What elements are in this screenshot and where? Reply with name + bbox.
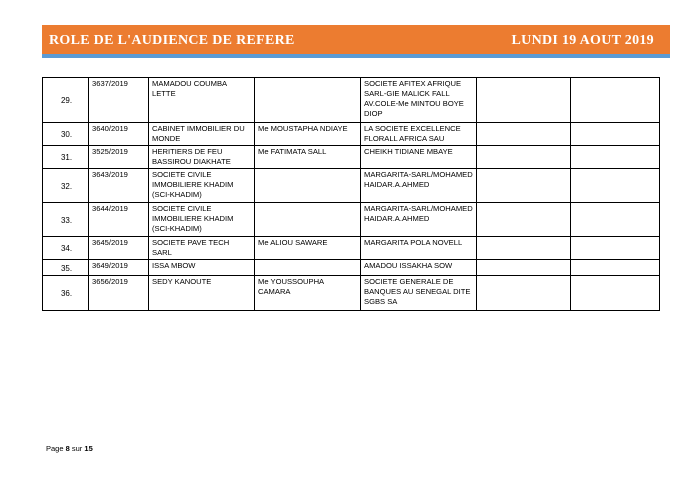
table-row [43, 260, 660, 276]
party-cell: HERITIERS DE FEU BASSIROU DIAKHATE [149, 146, 255, 169]
decision-cell [571, 237, 660, 260]
notes-cell [477, 237, 571, 260]
row-number [43, 260, 89, 276]
notes-cell [477, 123, 571, 146]
page-footer [46, 444, 93, 453]
notes-cell [477, 260, 571, 276]
hearing-date: LUNDI 19 AOUT 2019 [511, 33, 654, 48]
party-cell: SEDY KANOUTE [149, 276, 255, 311]
lawyer-cell: Me MOUSTAPHA NDIAYE [255, 123, 361, 146]
row-number-text: 35. [60, 263, 73, 273]
page-label: Page [46, 444, 64, 453]
table-row [43, 146, 660, 169]
table-row [43, 123, 660, 146]
table-row [43, 78, 660, 123]
lawyer-cell: Me FATIMATA SALL [255, 146, 361, 169]
notes-cell [477, 169, 571, 203]
decision-cell [571, 123, 660, 146]
opponent-cell: MARGARITA-SARL/MOHAMED HAIDAR.A.AHMED [361, 169, 477, 203]
notes-cell [477, 276, 571, 311]
case-ref: 3645/2019 [89, 237, 149, 260]
row-number-text: 36. [60, 289, 73, 298]
decision-cell [571, 169, 660, 203]
row-number [43, 123, 89, 146]
opponent-cell: LA SOCIETE EXCELLENCE FLORALL AFRICA SAU [361, 123, 477, 146]
party-cell: SOCIETE CIVILE IMMOBILIERE KHADIM (SCI-KHADIM) [149, 169, 255, 203]
notes-cell [477, 146, 571, 169]
party-cell: MAMADOU COUMBA LETTE [149, 78, 255, 123]
row-number-text: 30. [60, 130, 73, 139]
notes-cell [477, 203, 571, 237]
lawyer-cell [255, 78, 361, 123]
row-number-text: 33. [60, 215, 73, 225]
table-row [43, 237, 660, 260]
opponent-cell: MARGARITA-SARL/MOHAMED HAIDAR.A.AHMED [361, 203, 477, 237]
page-title: ROLE DE L'AUDIENCE DE REFERE [49, 33, 295, 48]
page-current: 8 [65, 444, 70, 453]
page-total: 15 [84, 444, 93, 453]
opponent-cell: SOCIETE AFITEX AFRIQUE SARL-GIE MALICK FALL AV.COLE-Me MINTOU BOYE DIOP [361, 78, 477, 123]
hearing-table [42, 77, 660, 311]
opponent-cell: SOCIETE GENERALE DE BANQUES AU SENEGAL DITE SGBS SA [361, 276, 477, 311]
case-ref: 3649/2019 [89, 260, 149, 276]
case-ref: 3640/2019 [89, 123, 149, 146]
party-cell: SOCIETE CIVILE IMMOBILIERE KHADIM (SCI-KHADIM) [149, 203, 255, 237]
opponent-cell: CHEIKH TIDIANE MBAYE [361, 146, 477, 169]
table-row [43, 276, 660, 311]
lawyer-cell [255, 203, 361, 237]
table-body [43, 78, 660, 311]
case-ref: 3637/2019 [89, 78, 149, 123]
row-number [43, 78, 89, 123]
row-number-text: 31. [60, 153, 73, 162]
decision-cell [571, 276, 660, 311]
case-ref: 3644/2019 [89, 203, 149, 237]
notes-cell [477, 78, 571, 123]
row-number [43, 276, 89, 311]
party-cell: SOCIETE PAVE TECH SARL [149, 237, 255, 260]
row-number-text: 29. [60, 96, 73, 105]
party-cell: ISSA MBOW [149, 260, 255, 276]
header-banner [42, 25, 670, 58]
decision-cell [571, 146, 660, 169]
page-separator: sur [71, 444, 83, 453]
decision-cell [571, 203, 660, 237]
case-ref: 3643/2019 [89, 169, 149, 203]
row-number-text: 34. [60, 244, 73, 253]
case-ref: 3525/2019 [89, 146, 149, 169]
row-number [43, 146, 89, 169]
row-number [43, 237, 89, 260]
row-number-text: 32. [60, 181, 73, 191]
row-number [43, 203, 89, 237]
opponent-cell: MARGARITA POLA NOVELL [361, 237, 477, 260]
lawyer-cell: Me YOUSSOUPHA CAMARA [255, 276, 361, 311]
party-cell: CABINET IMMOBILIER DU MONDE [149, 123, 255, 146]
table-row [43, 203, 660, 237]
lawyer-cell [255, 260, 361, 276]
decision-cell [571, 78, 660, 123]
opponent-cell: AMADOU ISSAKHA SOW [361, 260, 477, 276]
case-ref: 3656/2019 [89, 276, 149, 311]
row-number [43, 169, 89, 203]
decision-cell [571, 260, 660, 276]
table-row [43, 169, 660, 203]
lawyer-cell: Me ALIOU SAWARE [255, 237, 361, 260]
lawyer-cell [255, 169, 361, 203]
